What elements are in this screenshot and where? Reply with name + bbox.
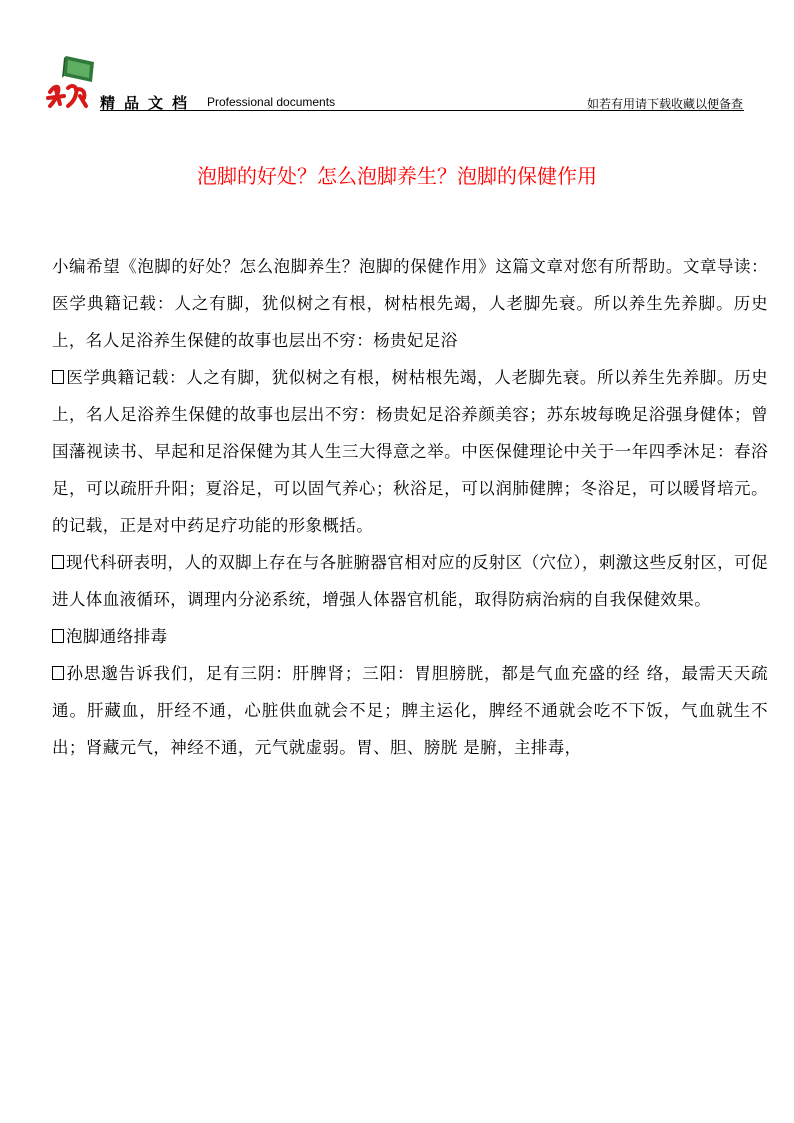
checkbox-marker-icon xyxy=(52,370,64,384)
paragraph-text: 小编希望《泡脚的好处？怎么泡脚养生？泡脚的保健作用》这篇文章对您有所帮助。文章导读：医学典籍记载：人之有脚，犹似树之有根，树枯根先竭，人老脚先衰。所以养生先养脚。历史上，名人足浴养生保健的故事也层出不穷：杨贵妃足浴 xyxy=(52,257,768,350)
paragraph-meridians xyxy=(52,655,768,766)
brand-name: 精品文档 xyxy=(100,94,197,112)
paragraph-text: 医学典籍记载：人之有脚，犹似树之有根，树枯根先竭，人老脚先衰。所以养生先养脚。历史上，名人足浴养生保健的故事也层出不穷：杨贵妃足浴养颜美容；苏东坡每晚足浴强身健体；曾国藩视读书、早起和足浴保健为其人生三大得意之举。中医保健理论中关于一年四季沐足：春浴足，可以疏肝升阳；夏浴足，可以固气养心；秋浴足，可以润肺健脾；冬浴足，可以暖肾培元。的记载，正是对中药足疗功能的形象概括。 xyxy=(52,368,768,535)
paragraph-text: 泡脚通络排毒 xyxy=(66,627,168,646)
document-body xyxy=(52,248,768,766)
checkbox-marker-icon xyxy=(52,666,64,680)
document-title: 泡脚的好处？怎么泡脚养生？泡脚的保健作用 xyxy=(197,164,597,188)
paragraph-text: 孙思邈告诉我们，足有三阴：肝脾肾；三阳：胃胆膀胱，都是气血充盛的经 络，最需天天疏通。肝藏血，肝经不通，心脏供血就会不足；脾主运化，脾经不通就会吃不下饭，气血就生不出；肾藏元气，神经不通，元气就虚弱。胃、胆、膀胱 是腑，主排毒， xyxy=(52,664,768,757)
paragraph-text: 现代科研表明，人的双脚上存在与各脏腑器官相对应的反射区（穴位），刺激这些反射区，可促进人体血液循环，调理内分泌系统，增强人体器官机能，取得防病治病的自我保健效果。 xyxy=(52,553,768,609)
paragraph-records xyxy=(52,359,768,544)
header-note: 如若有用请下载收藏以便备查 xyxy=(586,97,743,111)
paragraph-research xyxy=(52,544,768,618)
zhishi-logo-icon xyxy=(46,52,102,112)
paragraph-subheading xyxy=(52,618,768,655)
checkbox-marker-icon xyxy=(52,629,64,643)
checkbox-marker-icon xyxy=(52,555,64,569)
header-divider xyxy=(100,110,744,111)
paragraph-intro xyxy=(52,248,768,359)
brand-english: Professional documents xyxy=(207,95,336,109)
page-header xyxy=(0,0,794,115)
